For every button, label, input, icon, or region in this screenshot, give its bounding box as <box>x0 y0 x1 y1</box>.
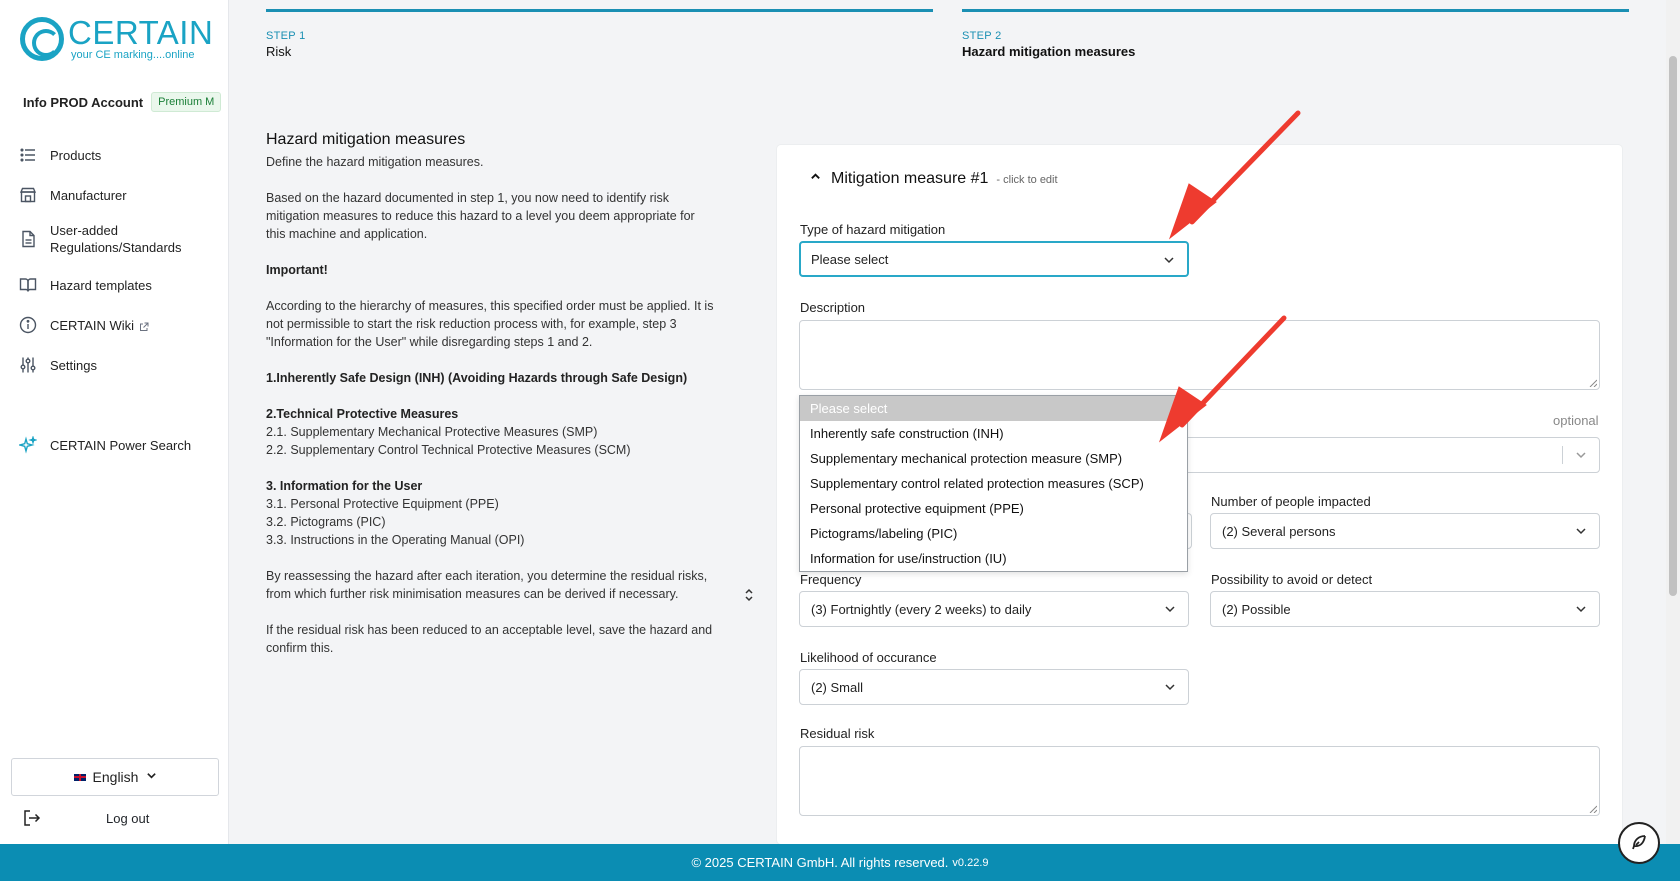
certain-logo[interactable] <box>20 16 213 61</box>
scrollbar-thumb[interactable] <box>1669 56 1677 596</box>
information-item: 3.2. Pictograms (PIC) <box>266 515 386 529</box>
sparkle-icon <box>19 436 37 454</box>
step-1[interactable] <box>266 9 933 59</box>
heading-technical-measures: 2.Technical Protective Measures <box>266 407 459 421</box>
avoid-label: Possibility to avoid or detect <box>1211 572 1373 587</box>
step-name: Hazard mitigation measures <box>962 44 1136 59</box>
dropdown-option[interactable]: Personal protective equipment (PPE) <box>810 501 1024 516</box>
sidebar-item-label: Products <box>50 147 102 163</box>
plan-badge: Premium M <box>151 92 221 112</box>
list-icon <box>19 146 37 164</box>
resize-grip-icon <box>1589 379 1597 387</box>
frequency-select[interactable] <box>799 591 1189 627</box>
optional-multi-select[interactable] <box>1180 437 1600 473</box>
type-of-mitigation-select[interactable] <box>799 241 1189 277</box>
optional-label: optional <box>1553 413 1599 428</box>
people-select-value: (2) Several persons <box>1222 523 1336 539</box>
dropdown-option[interactable]: Inherently safe construction (INH) <box>810 426 1004 441</box>
likelihood-label: Likelihood of occurance <box>800 650 937 665</box>
sidebar-item-power-search[interactable] <box>19 436 219 454</box>
likelihood-select-value: (2) Small <box>811 679 864 695</box>
dropdown-option[interactable]: Supplementary control related protection measures (SCP) <box>810 476 1144 491</box>
dropdown-option[interactable]: Supplementary mechanical protection measure (SMP) <box>810 451 1123 466</box>
chevron-down-icon <box>1575 525 1587 537</box>
language-select[interactable] <box>11 758 219 796</box>
logout-icon <box>22 808 42 828</box>
people-impacted-select[interactable] <box>1210 513 1600 549</box>
document-icon <box>19 230 37 248</box>
step-2[interactable] <box>962 9 1629 59</box>
step-number: STEP 2 <box>962 30 1002 42</box>
sidebar-item-certain-wiki[interactable] <box>19 316 219 334</box>
sidebar-item-hazard-templates[interactable] <box>19 276 219 294</box>
sidebar-item-label: CERTAIN Wiki <box>50 317 135 333</box>
sidebar-item-products[interactable] <box>19 146 219 164</box>
sidebar-item-user-regulations[interactable] <box>19 222 219 256</box>
chevron-down-icon <box>1164 603 1176 615</box>
chevron-down-icon <box>1575 449 1587 461</box>
language-label: English <box>92 769 139 785</box>
avoid-detect-select[interactable] <box>1210 591 1600 627</box>
page-scrollbar[interactable] <box>1666 0 1680 844</box>
information-item: 3.1. Personal Protective Equipment (PPE) <box>266 497 499 511</box>
mitigation-measure-header[interactable] <box>810 170 1058 188</box>
people-label: Number of people impacted <box>1211 494 1371 509</box>
store-icon <box>19 186 37 204</box>
sidebar-item-settings[interactable] <box>19 356 219 374</box>
info-intro: Based on the hazard documented in step 1, you now need to identify risk mitigation measures to reduce this hazard to a level you deem appropriate for this machine and application. <box>266 191 695 241</box>
frequency-select-value: (3) Fortnightly (every 2 weeks) to daily <box>811 601 1032 617</box>
final-text: If the residual risk has been reduced to an acceptable level, save the hazard and confirm this. <box>266 623 713 655</box>
sort-toggle-icon[interactable] <box>743 587 755 603</box>
important-heading: Important! <box>266 263 328 277</box>
dropdown-option[interactable]: Information for use/instruction (IU) <box>810 551 1007 566</box>
info-panel <box>266 131 716 675</box>
chevron-up-icon <box>810 170 821 185</box>
type-select-value: Please select <box>811 251 889 267</box>
sidebar-item-label: Manufacturer <box>50 187 127 203</box>
reassess-text: By reassessing the hazard after each iteration, you determine the residual risks, from which further risk minimisation measures can be derived if necessary. <box>266 569 708 601</box>
chevron-down-icon <box>1575 603 1587 615</box>
logo-title: CERTAIN <box>68 14 214 51</box>
sidebar-item-manufacturer[interactable] <box>19 186 219 204</box>
heading-inherently-safe: 1.Inherently Safe Design (INH) (Avoiding Hazards through Safe Design) <box>266 371 688 385</box>
heading-information-user: 3. Information for the User <box>266 479 423 493</box>
account-name: Info PROD Account <box>23 94 144 110</box>
copyright-text: © 2025 CERTAIN GmbH. All rights reserved. <box>691 855 949 870</box>
chevron-down-icon <box>1164 681 1176 693</box>
type-of-mitigation-options <box>799 395 1188 572</box>
logout-button[interactable] <box>22 808 222 828</box>
certain-logo-icon <box>20 17 64 61</box>
avoid-select-value: (2) Possible <box>1222 601 1291 617</box>
step-number: STEP 1 <box>266 30 306 42</box>
dropdown-option[interactable]: Pictograms/labeling (PIC) <box>810 526 958 541</box>
sidebar-item-label: CERTAIN Power Search <box>50 437 192 453</box>
logo-tagline: your CE marking....online <box>71 49 195 61</box>
sidebar <box>0 0 229 844</box>
important-text: According to the hierarchy of measures, this specified order must be applied. It is not permissible to start the risk reduction process with, for example, step 3 "Information for the User" while disregarding steps 1 and 2. <box>266 299 714 349</box>
sidebar-item-label: User-added Regulations/Standards <box>50 223 182 255</box>
type-label: Type of hazard mitigation <box>800 222 946 237</box>
feather-icon <box>1628 832 1650 854</box>
mitigation-measure-title: Mitigation measure #1 <box>831 170 989 187</box>
frequency-label: Frequency <box>800 572 862 587</box>
technical-item: 2.2. Supplementary Control Technical Protective Measures (SCM) <box>266 443 631 457</box>
account-info <box>23 92 223 112</box>
sidebar-item-label: Hazard templates <box>50 277 152 293</box>
sidebar-item-label: Settings <box>50 357 97 373</box>
help-fab-button[interactable] <box>1618 822 1660 864</box>
info-icon <box>19 316 37 334</box>
information-item: 3.3. Instructions in the Operating Manual (OPI) <box>266 533 525 547</box>
technical-item: 2.1. Supplementary Mechanical Protective Measures (SMP) <box>266 425 598 439</box>
version-text: v0.22.9 <box>952 856 989 869</box>
resize-grip-icon <box>1589 805 1597 813</box>
click-to-edit-hint: - click to edit <box>996 174 1058 186</box>
external-link-icon <box>139 320 149 330</box>
book-icon <box>19 276 37 294</box>
uk-flag-icon <box>73 773 87 782</box>
residual-risk-textarea[interactable] <box>799 746 1600 816</box>
likelihood-select[interactable] <box>799 669 1189 705</box>
dropdown-option[interactable]: Please select <box>800 396 1187 421</box>
footer <box>0 844 1680 881</box>
description-textarea[interactable] <box>799 320 1600 390</box>
info-title: Hazard mitigation measures <box>266 131 466 148</box>
residual-risk-label: Residual risk <box>800 726 875 741</box>
step-name: Risk <box>266 44 292 59</box>
sliders-icon <box>19 356 37 374</box>
description-label: Description <box>800 300 866 315</box>
select-separator <box>1562 446 1563 464</box>
info-subtitle: Define the hazard mitigation measures. <box>266 155 484 169</box>
chevron-down-icon <box>1163 254 1175 266</box>
logout-label: Log out <box>106 810 150 826</box>
chevron-down-icon <box>146 770 157 784</box>
